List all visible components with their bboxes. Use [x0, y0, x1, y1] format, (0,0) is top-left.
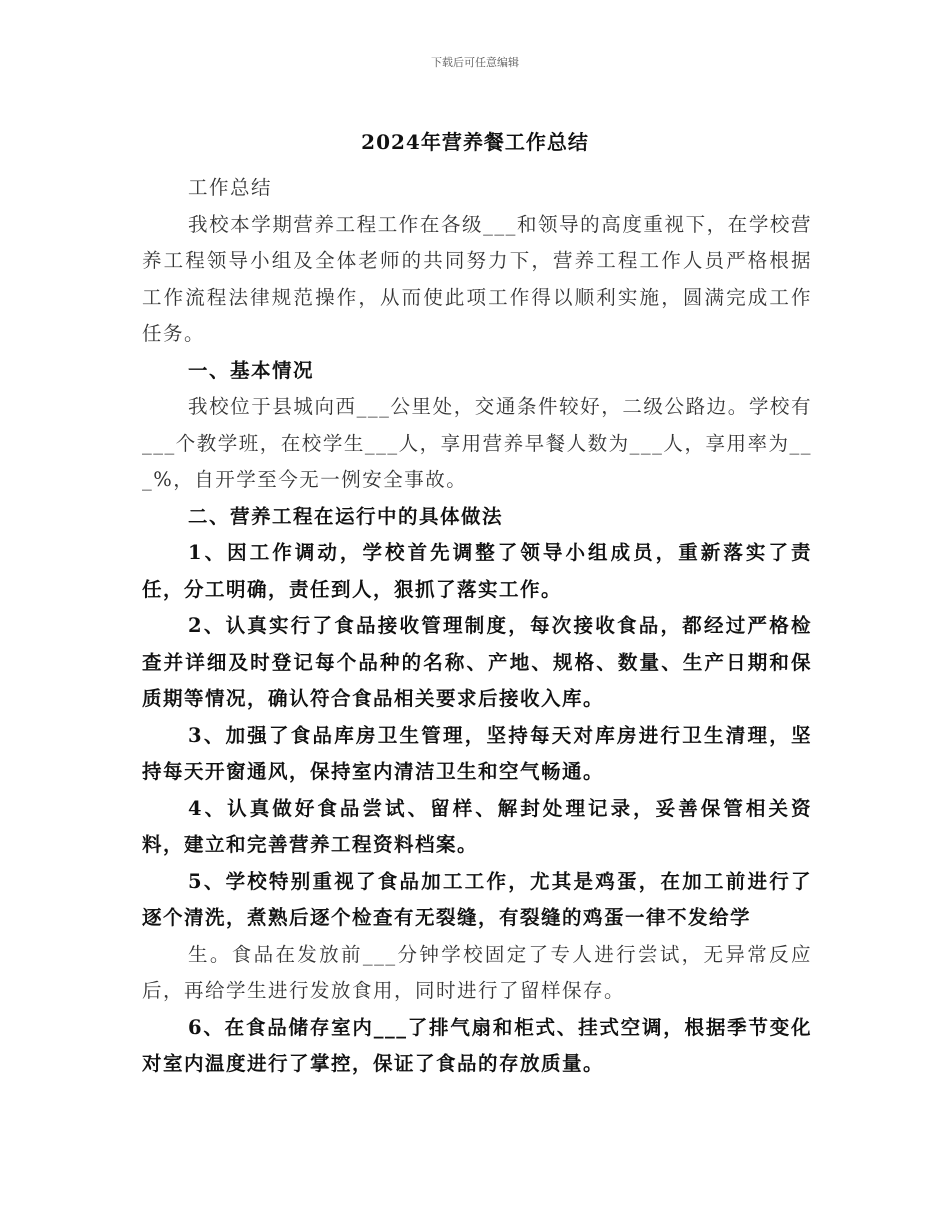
paragraph-item-5: 5、学校特别重视了食品加工工作，尤其是鸡蛋，在加工前进行了逐个清洗，煮熟后逐个检查有无裂缝，有裂缝的鸡蛋一律不发给学 [142, 869, 812, 929]
paragraph-item-5-continued: 生。食品在发放前___分钟学校固定了专人进行尝试，无异常反应后，再给学生进行发放食用，同时进行了留样保存。 [142, 942, 812, 1002]
document-body [142, 170, 812, 1083]
paragraph-item-3: 3、加强了食品库房卫生管理，坚持每天对库房进行卫生清理，坚持每天开窗通风，保持室内清洁卫生和空气畅通。 [142, 723, 812, 783]
paragraph-item-4: 4、认真做好食品尝试、留样、解封处理记录，妥善保管相关资料，建立和完善营养工程资料档案。 [142, 796, 812, 856]
header-note: 下载后可任意编辑 [431, 56, 519, 69]
document-title: 2024年营养餐工作总结 [361, 130, 589, 154]
paragraph-item-1: 1、因工作调动，学校首先调整了领导小组成员，重新落实了责任，分工明确，责任到人，狠抓了落实工作。 [142, 541, 812, 601]
paragraph-summary-label: 工作总结 [188, 176, 273, 199]
heading-basic-situation: 一、基本情况 [188, 358, 315, 382]
paragraph-basic-situation: 我校位于县城向西___公里处，交通条件较好，二级公路边。学校有___个教学班，在校学生___人，享用营养早餐人数为___人，享用率为___%，自开学至今无一例安全事故。 [142, 395, 812, 491]
paragraph-intro: 我校本学期营养工程工作在各级___和领导的高度重视下，在学校营养工程领导小组及全体老师的共同努力下，营养工程工作人员严格根据工作流程法律规范操作，从而使此项工作得以顺利实施，圆满完成工作任务。 [142, 212, 812, 345]
heading-practices: 二、营养工程在运行中的具体做法 [188, 504, 504, 528]
paragraph-item-6: 6、在食品储存室内___了排气扇和柜式、挂式空调，根据季节变化对室内温度进行了掌控，保证了食品的存放质量。 [142, 1015, 812, 1075]
paragraph-item-2: 2、认真实行了食品接收管理制度，每次接收食品，都经过严格检查并详细及时登记每个品种的名称、产地、规格、数量、生产日期和保质期等情况，确认符合食品相关要求后接收入库。 [142, 614, 812, 710]
